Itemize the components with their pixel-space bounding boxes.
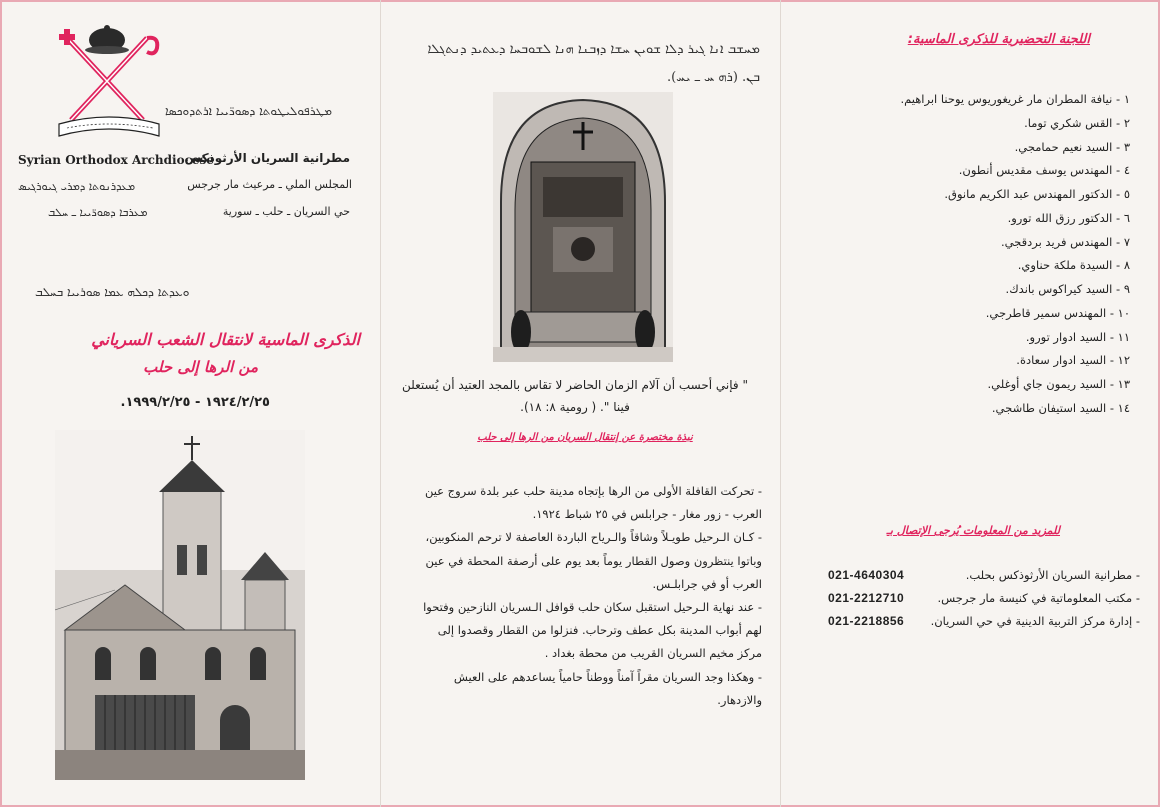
middle-panel bbox=[380, 0, 780, 807]
syriac-district-line: ܡܥܪܒܐ ܕܣܘܪ̈ܝܝܐ ـ ܚܠܒ bbox=[48, 206, 148, 219]
contact-phone: 021-4640304 bbox=[828, 568, 905, 582]
committee-member: ١٤ - السيد استيفان طاشجي. bbox=[991, 400, 1130, 415]
history-paragraph: - عند نهاية الـرحيل استقبل سكان حلب قوافل الـسريان النازحين وفتحوا لهم أبواب المدينة بكل عطف وترحاب. فنزلوا من القطار وقصدوا إلى مركز مخيم السريان القريب من محطة بغداد . bbox=[423, 600, 762, 661]
contact-list bbox=[820, 568, 1140, 637]
contact-row bbox=[820, 614, 1140, 637]
history-paragraph: - كـان الـرحيل طويـلاً وشاقاً والـرياح الباردة العاصفة لا ترحم المنكوبين، وباتوا ينتظرون وصول القطار يوماً بعد يوم على أرصفة المحطة في عين العرب أو في جرابلـس. bbox=[425, 530, 762, 591]
church-photo bbox=[55, 430, 305, 780]
contact-row bbox=[820, 568, 1140, 591]
left-panel bbox=[0, 0, 380, 807]
contact-place: - مطرانية السريان الأرثوذكس بحلب. bbox=[965, 568, 1140, 582]
committee-member: ١٢ - السيد ادوار سعادة. bbox=[1016, 353, 1130, 368]
romans-verse: " فإني أحسب أن آلام الزمان الحاضر لا تقاس بالمجد العتيد أن يُستعلن فينا ". ( رومية ٨: ١٨). bbox=[402, 378, 748, 414]
committee-member: ١١ - السيد ادوار تورو. bbox=[1025, 329, 1130, 344]
syriac-archdiocese-header: ܡܛܪܦܘܠܝܛܘܬܐ ܕܣܘܪ̈ܝܝܐ ܐܪܬܕܘܟܣܐ bbox=[165, 104, 333, 118]
contact-row bbox=[820, 591, 1140, 614]
contact-phone: 021-2212710 bbox=[828, 591, 905, 605]
committee-member: ١ - نيافة المطران مار غريغوريوس يوحنا ابراهيم. bbox=[900, 92, 1130, 106]
arabic-archdiocese-name: مطرانية السريان الأرثوذكس bbox=[184, 151, 350, 165]
right-panel bbox=[780, 0, 1160, 807]
contact-phone: 021-2218856 bbox=[828, 614, 905, 628]
history-body bbox=[420, 480, 762, 712]
committee-member: ٨ - السيدة ملكة حناوي. bbox=[1017, 258, 1130, 273]
committee-member: ٩ - السيد كيراكوس باندك. bbox=[1005, 282, 1130, 296]
altar-photo bbox=[493, 92, 673, 362]
committee-member: ٢ - القس شكري توما. bbox=[1024, 115, 1130, 130]
committee-member: ٧ - المهندس فريد بردقجي. bbox=[1000, 234, 1130, 249]
syriac-verse: ܡܚܫܒ ܐܢܐ ܓܝܪ ܕܠܐ ܫܘܝܢ ܚܫܐ ܕܙܒܢܐ ܗܢܐ ܠܫܘܒܚܐ ܕܥܬܝܕ ܕܢܬܓܠܐ ܒܢ. (ܪܗ ܚ ـ ܝܚ). bbox=[427, 42, 760, 85]
committee-member: ٦ - الدكتور رزق الله تورو. bbox=[1007, 210, 1130, 225]
english-archdiocese-name: Syrian Orthodox Archdiocese bbox=[18, 153, 214, 167]
diamond-jubilee-title: الذكرى الماسية لانتقال الشعب السرياني bbox=[91, 330, 360, 349]
committee-member: ٤ - المهندس يوسف مقديس أنطون. bbox=[958, 163, 1130, 178]
jubilee-dates: ١٩٢٤/٢/٢٥ - ١٩٩٩/٢/٢٥. bbox=[120, 395, 270, 410]
contact-heading: للمزيد من المعلومات يُرجى الإتصال بـ bbox=[886, 524, 1060, 537]
committee-member: ١٣ - السيد ريمون جاي أوغلي. bbox=[987, 377, 1130, 391]
contact-place: - مكتب المعلوماتية في كنيسة مار جرجس. bbox=[937, 591, 1140, 605]
history-heading: نبذة مختصرة عن إنتقال السريان من الرها إلى حلب bbox=[477, 432, 693, 443]
committee-member: ٥ - الدكتور المهندس عبد الكريم مانوق. bbox=[944, 187, 1130, 201]
arabic-council-line: المجلس الملي ـ مرعيث مار جرجس bbox=[187, 178, 352, 191]
committee-list bbox=[850, 88, 1130, 421]
history-paragraph: - تحركت القافلة الأولى من الرها بإتجاه مدينة حلب عبر بلدة سروج عين العرب - زور مغار - جرابلس في ٢٥ شباط ١٩٢٤. bbox=[424, 484, 762, 522]
history-paragraph: - وهكذا وجد السريان مقراً آمناً ووطناً حامياً يساعدهم على العيش والازدهار. bbox=[453, 669, 762, 707]
committee-heading: اللجنة التحضيرية للذكرى الماسية: bbox=[907, 32, 1090, 47]
committee-member: ١٠ - المهندس سمير قاطرجي. bbox=[985, 305, 1130, 320]
syriac-council-line: ܡܥܕܪܢܘܬܐ ܕܡܪܝ ܓܝܘܪܓܝܣ bbox=[18, 180, 136, 193]
contact-place: - إدارة مركز التربية الدينية في حي السريان. bbox=[930, 614, 1140, 628]
archdiocese-logo bbox=[55, 20, 165, 140]
committee-member: ٣ - السيد نعيم حمامجي. bbox=[1014, 139, 1130, 154]
syriac-community-line: ܘܥܕܬܐ ܕܟܠܗ ܥܡܐ ܣܘܪܝܝܐ ܒܚܠܒ bbox=[35, 285, 190, 299]
arabic-district-line: حي السريان ـ حلب ـ سورية bbox=[222, 205, 350, 218]
diamond-jubilee-subtitle: من الرها إلى حلب bbox=[143, 358, 258, 376]
